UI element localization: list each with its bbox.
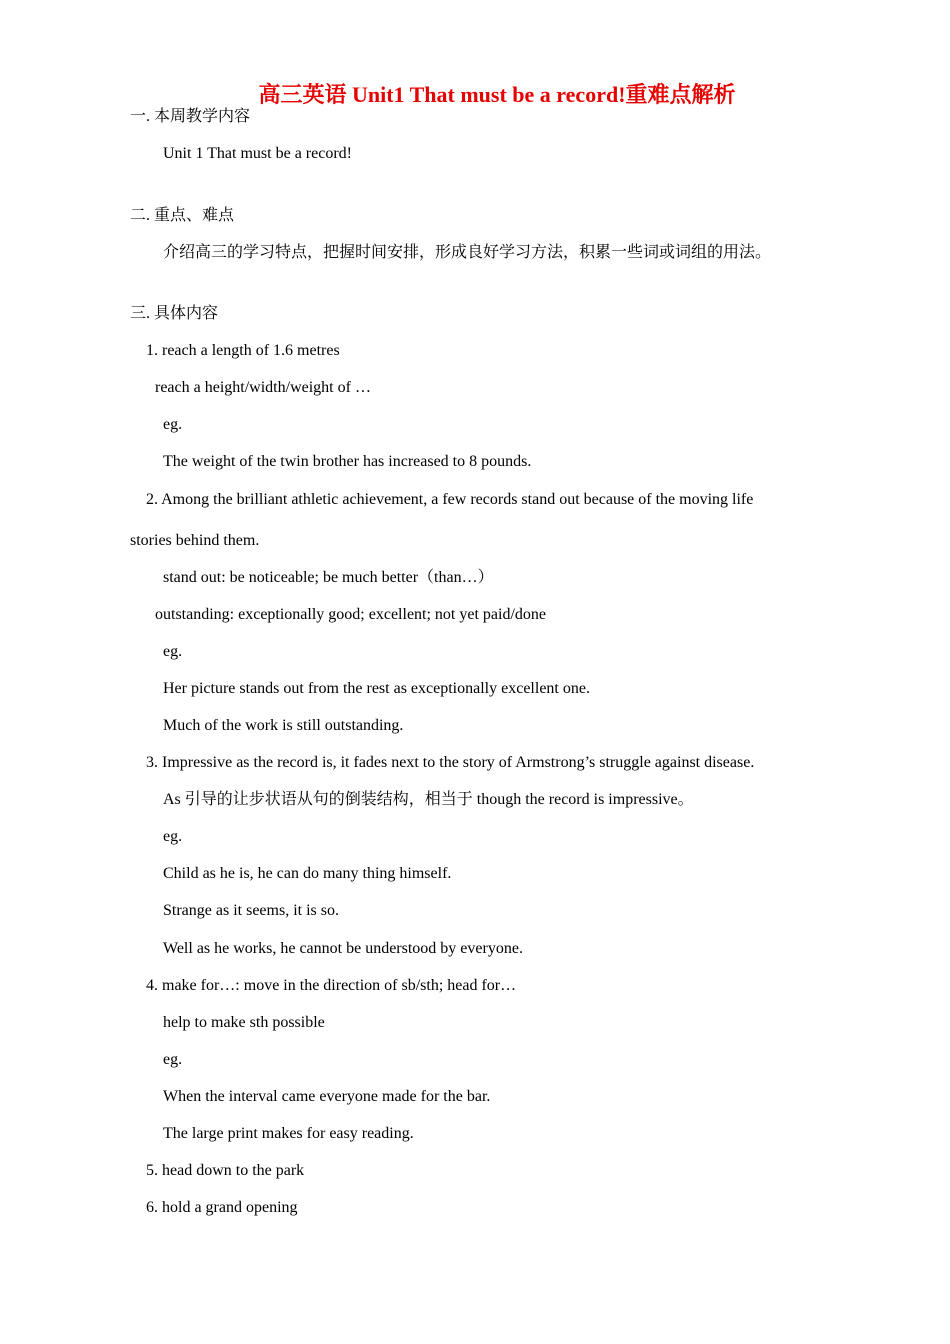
item-1-main: 1. reach a length of 1.6 metres — [146, 342, 340, 359]
item-2-line-1: stand out: be noticeable; be much better（than…） — [163, 569, 494, 586]
item-1-eg: eg. — [163, 416, 183, 433]
section-heading-1: 一. 本周教学内容 — [130, 108, 251, 125]
item-2-line-2: outstanding: exceptionally good; excellent; not yet paid/done — [155, 606, 547, 623]
item-1-line-1: reach a height/width/weight of … — [155, 379, 371, 396]
item-3-line-4: Well as he works, he cannot be understood by everyone. — [163, 940, 523, 957]
item-2-line-4: Much of the work is still outstanding. — [163, 717, 404, 734]
item-4-line-1: help to make sth possible — [163, 1014, 325, 1031]
section-heading-2: 二. 重点、难点 — [130, 207, 235, 224]
document-title: 高三英语 Unit1 That must be a record!重难点解析 — [258, 82, 736, 107]
item-3-eg: eg. — [163, 828, 183, 845]
item-3-line-2: Child as he is, he can do many thing himself. — [163, 865, 452, 882]
item-6-main: 6. hold a grand opening — [146, 1199, 298, 1216]
item-1-line-2: The weight of the twin brother has increased to 8 pounds. — [163, 453, 532, 470]
item-3-line-3: Strange as it seems, it is so. — [163, 902, 339, 919]
item-2-eg: eg. — [163, 643, 183, 660]
section-text-1: Unit 1 That must be a record! — [163, 145, 352, 162]
item-4-line-3: The large print makes for easy reading. — [163, 1125, 414, 1142]
item-2-continuation: stories behind them. — [130, 532, 260, 549]
item-3-main: 3. Impressive as the record is, it fades next to the story of Armstrong’s struggle against disease. — [146, 754, 755, 771]
item-2-main: 2. Among the brilliant athletic achievement, a few records stand out because of the moving life — [146, 491, 754, 508]
item-5-main: 5. head down to the park — [146, 1162, 305, 1179]
section-heading-3: 三. 具体内容 — [130, 305, 219, 322]
section-text-2: 介绍高三的学习特点，把握时间安排，形成良好学习方法，积累一些词或词组的用法。 — [163, 244, 772, 261]
item-4-main: 4. make for…: move in the direction of sb/sth; head for… — [146, 977, 517, 994]
item-2-line-3: Her picture stands out from the rest as exceptionally excellent one. — [163, 680, 590, 697]
item-3-line-1: As 引导的让步状语从句的倒装结构，相当于 though the record is impressive。 — [163, 791, 694, 808]
item-4-eg: eg. — [163, 1051, 183, 1068]
item-4-line-2: When the interval came everyone made for the bar. — [163, 1088, 491, 1105]
